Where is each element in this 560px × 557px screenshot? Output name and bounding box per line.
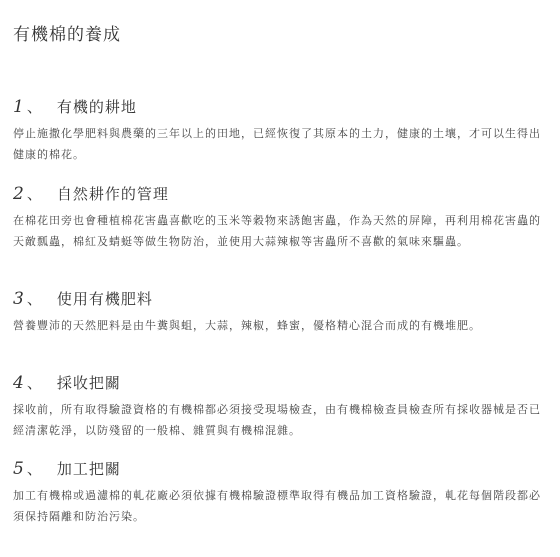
section-body: 採收前，所有取得驗證資格的有機棉都必須接受現場檢查，由有機棉檢查員檢查所有採收器械是否已經清潔乾淨，以防殘留的一般棉、雜質與有機棉混雜。 [13, 403, 541, 437]
section-heading [13, 458, 543, 479]
section-heading [13, 183, 543, 204]
section-separator: 、 [26, 374, 43, 392]
section-heading [13, 288, 543, 309]
section-number: 4 [13, 373, 25, 393]
section-title: 有機的耕地 [56, 98, 137, 116]
section-separator: 、 [26, 460, 43, 478]
section-number: 2 [13, 184, 25, 204]
section-title: 使用有機肥料 [56, 290, 153, 308]
section-organic-fertilizer [13, 288, 543, 336]
section-number: 5 [13, 459, 25, 479]
section-natural-farming [13, 183, 543, 252]
section-processing-control [13, 458, 543, 527]
section-body: 加工有機棉或過濾棉的軋花廠必須依據有機棉驗證標準取得有機品加工資格驗證，軋花每個階段都必須保持隔離和防治污染。 [13, 489, 541, 523]
section-separator: 、 [26, 185, 43, 203]
section-separator: 、 [26, 98, 43, 116]
section-heading [13, 372, 543, 393]
section-separator: 、 [26, 290, 43, 308]
section-heading [13, 96, 543, 117]
section-title: 自然耕作的管理 [56, 185, 169, 203]
section-title: 加工把關 [56, 460, 121, 478]
section-title: 採收把關 [56, 374, 121, 392]
section-number: 1 [13, 97, 25, 117]
section-body: 營養豐沛的天然肥料是由牛糞與蛆，大蒜，辣椒，蜂蜜，優格精心混合而成的有機堆肥。 [13, 319, 481, 332]
section-harvest-control [13, 372, 543, 441]
section-organic-farmland [13, 96, 543, 165]
section-body: 停止施撒化學肥料與農藥的三年以上的田地，已經恢復了其原本的土力，健康的土壤，才可以生得出健康的棉花。 [13, 127, 541, 161]
section-number: 3 [13, 289, 25, 309]
page-title: 有機棉的養成 [13, 25, 121, 45]
section-body: 在棉花田旁也會種植棉花害蟲喜歡吃的玉米等穀物來誘飽害蟲，作為天然的屏障，再利用棉花害蟲的天敵瓢蟲，棉紅及蜻蜓等做生物防治，並使用大蒜辣椒等害蟲所不喜歡的氣味來驅蟲。 [13, 214, 541, 248]
